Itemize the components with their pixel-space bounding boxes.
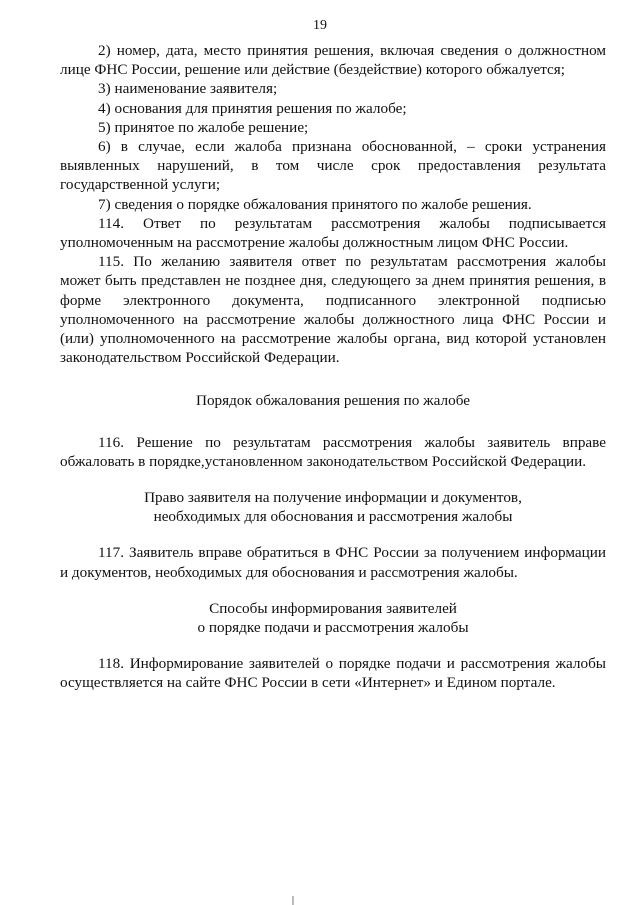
list-item-6: 6) в случае, если жалоба признана обоснованной, – сроки устранения выявленных нарушений, в том числе срок предоставления результата государственной услуги; [60,138,606,194]
heading-inform-methods-line1: Способы информирования заявителей [209,599,457,617]
heading-inform-methods-line2: о порядке подачи и рассмотрения жалобы [197,619,469,637]
paragraph-118: 118. Информирование заявителей о порядке подачи и рассмотрения жалобы осуществляется на сайте ФНС России в сети «Интернет» и Едином портале. [60,655,606,692]
heading-appeal-order: Порядок обжалования решения по жалобе [195,392,470,410]
document-body [60,41,606,693]
heading-right-info-line1: Право заявителя на получение информации и документов, [144,489,522,507]
heading-right-info-line2: необходимых для обоснования и рассмотрения жалобы [153,508,513,526]
list-item-5: 5) принятое по жалобе решение; [98,118,309,136]
list-item-7: 7) сведения о порядке обжалования принятого по жалобе решения. [98,195,532,213]
list-item-2: 2) номер, дата, место принятия решения, включая сведения о должностном лице ФНС России, решение или действие (бездействие) которого обжалуется; [60,42,606,79]
paragraph-114: 114. Ответ по результатам рассмотрения жалобы подписывается уполномоченным на рассмотрение жалобы должностным лицом ФНС России. [60,214,606,252]
heading-right-info [60,488,606,526]
list-item-3: 3) наименование заявителя; [98,80,278,98]
paragraph-116: 116. Решение по результатам рассмотрения жалобы заявитель вправе обжаловать в порядке,установленном законодательством Российской Федерации. [60,433,606,470]
page-number: 19 [313,18,327,33]
list-item-4: 4) основания для принятия решения по жалобе; [98,99,407,117]
paragraph-115: 115. По желанию заявителя ответ по результатам рассмотрения жалобы может быть представлен не позднее дня, следующего за днем принятия решения, в форме электронного документа, подписанного электронной подписью уполномоченного на рассмотрение жалобы должностного лица ФНС России и (или) уполномоченного на рассмотрение жалобы органа, вид которой установлен законодательством Российской Федерации. [60,253,606,367]
paragraph-117: 117. Заявитель вправе обратиться в ФНС России за получением информации и документов, необходимых для обоснования и рассмотрения жалобы. [60,544,606,581]
heading-inform-methods [60,599,606,637]
scan-mark [292,896,294,905]
